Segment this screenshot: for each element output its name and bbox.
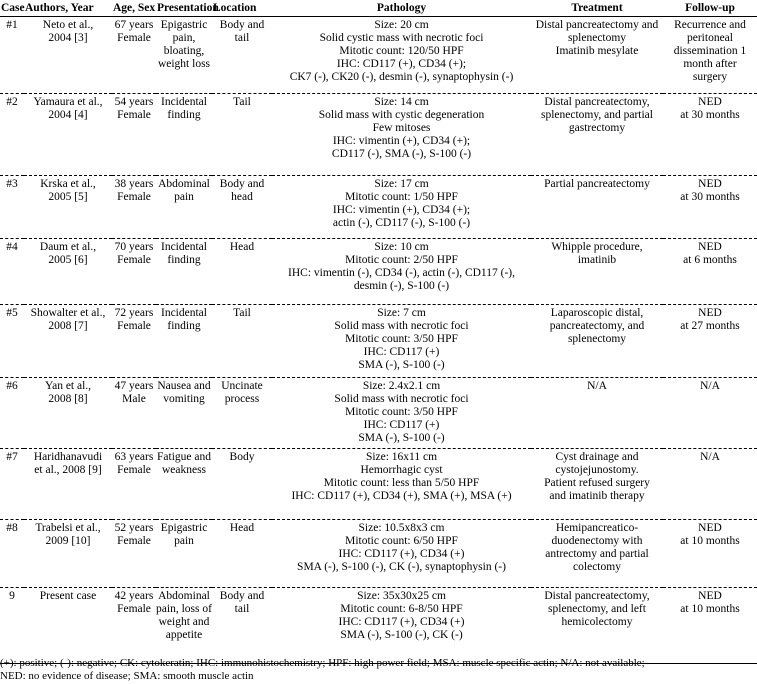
- cell-line: Solid mass with cystic degeneration: [318, 109, 485, 121]
- cell-followup: [663, 305, 757, 378]
- cell-line: IHC: CD117 (+), CD34 (+);: [336, 58, 467, 70]
- cell-line: Laparoscopic distal,: [550, 307, 644, 319]
- cell-case: #4: [6, 241, 18, 253]
- cell-authors: [24, 17, 112, 94]
- cell-pathology: [272, 449, 531, 520]
- cell-line: Mitotic count: 120/50 HPF: [339, 45, 464, 57]
- cell-line: appetite: [165, 629, 203, 641]
- cell-line: surgery: [692, 71, 728, 83]
- cell-treatment: [531, 94, 663, 176]
- cell-line: Solid cystic mass with necrotic foci: [319, 32, 484, 44]
- cell-treatment: [531, 176, 663, 239]
- table-row: [0, 520, 757, 588]
- cell-line: imatinib: [577, 254, 617, 266]
- footnote-line: NED: no evidence of disease; SMA: smooth muscle actin: [0, 670, 254, 682]
- cell-presentation: [156, 378, 212, 449]
- cell-line: 42 years: [114, 590, 154, 602]
- cell-location: [212, 588, 272, 664]
- cell-line: Patient refused surgery: [544, 477, 650, 489]
- cell-line: NED: [698, 178, 722, 190]
- cell-line: cystojejunostomy.: [555, 464, 639, 476]
- cell-line: Mitotic count: 2/50 HPF: [345, 254, 458, 266]
- cell-line: IHC: CD117 (+), CD34 (+): [338, 548, 465, 560]
- header-treatment: Treatment: [531, 0, 663, 17]
- cell-treatment: [531, 17, 663, 94]
- cell-line: Trabelsi et al.,: [35, 522, 101, 534]
- cell-pathology: [272, 94, 531, 176]
- cell-line: dissemination 1: [673, 45, 747, 57]
- cell-line: NED: [698, 307, 722, 319]
- cell-line: 2008 [7]: [48, 320, 88, 332]
- cell-line: Size: 7 cm: [377, 307, 426, 319]
- cell-line: NED: [698, 522, 722, 534]
- table-footnotes: [0, 657, 757, 683]
- cell-followup: [663, 449, 757, 520]
- cell-line: Tail: [233, 96, 251, 108]
- cell-pathology: [272, 239, 531, 305]
- cell-location: [212, 520, 272, 588]
- cell-presentation: [156, 588, 212, 664]
- cell-line: Incidental: [161, 307, 207, 319]
- cell-line: Present case: [39, 590, 97, 602]
- cell-treatment: [531, 588, 663, 664]
- cell-line: Female: [117, 191, 151, 203]
- cell-pathology: [272, 378, 531, 449]
- cell-line: peritoneal: [687, 32, 733, 44]
- cell-line: Daum et al.,: [39, 241, 97, 253]
- cell-line: Solid mass with necrotic foci: [334, 320, 469, 332]
- cell-line: Solid mass with necrotic foci: [334, 393, 469, 405]
- cell-line: vomiting: [163, 393, 205, 405]
- cell-line: tail: [234, 603, 250, 615]
- cell-line: Size: 17 cm: [374, 178, 429, 190]
- cell-line: splenectomy, and partial: [541, 109, 653, 121]
- cell-line: finding: [167, 109, 201, 121]
- cell-line: 2004 [3]: [48, 32, 88, 44]
- cell-line: NED: [698, 241, 722, 253]
- cell-line: Distal pancreatectomy,: [544, 96, 650, 108]
- cell-line: gastrectomy: [568, 122, 626, 134]
- cell-line: Mitotic count: 3/50 HPF: [345, 406, 458, 418]
- cell-line: Epigastric: [160, 522, 208, 534]
- cell-line: Size: 10.5x8x3 cm: [358, 522, 445, 534]
- cell-line: Body and: [219, 19, 265, 31]
- cell-line: CK7 (-), CK20 (-), desmin (-), synaptophysin (-): [289, 71, 514, 83]
- cell-age-sex: [112, 94, 156, 176]
- cell-line: splenectomy: [567, 32, 627, 44]
- cell-line: at 10 months: [680, 535, 740, 547]
- cell-line: IHC: CD117 (+): [363, 346, 440, 358]
- cell-line: Neto et al.,: [42, 19, 94, 31]
- cell-presentation: [156, 520, 212, 588]
- cell-followup: [663, 94, 757, 176]
- cell-line: antrectomy and partial: [545, 548, 649, 560]
- cell-line: Size: 14 cm: [374, 96, 429, 108]
- cell-line: Size: 10 cm: [374, 241, 429, 253]
- cell-line: Distal pancreatectomy and: [535, 19, 659, 31]
- cell-authors: [24, 520, 112, 588]
- cell-line: Incidental: [161, 241, 207, 253]
- cell-line: N/A: [700, 380, 720, 392]
- cell-age-sex: [112, 176, 156, 239]
- cell-presentation: [156, 94, 212, 176]
- cell-authors: [24, 378, 112, 449]
- table-row: [0, 176, 757, 239]
- cell-case: #2: [6, 96, 18, 108]
- cell-treatment: [531, 378, 663, 449]
- cell-line: Size: 20 cm: [374, 19, 429, 31]
- cell-presentation: [156, 449, 212, 520]
- cell-authors: [24, 94, 112, 176]
- cell-line: N/A: [587, 380, 607, 392]
- cell-location: [212, 176, 272, 239]
- cell-line: and imatinib therapy: [549, 490, 645, 502]
- cell-line: at 27 months: [680, 320, 740, 332]
- cell-case: #8: [6, 522, 18, 534]
- cell-line: Head: [229, 522, 255, 534]
- cell-case: 9: [9, 590, 15, 602]
- cell-presentation: [156, 17, 212, 94]
- cell-line: Body and: [219, 178, 265, 190]
- cell-line: 2008 [8]: [48, 393, 88, 405]
- cell-location: [212, 17, 272, 94]
- table-row: [0, 94, 757, 176]
- cell-case: #7: [6, 451, 18, 463]
- cell-line: Partial pancreatectomy: [544, 178, 650, 190]
- cell-case: #1: [6, 19, 18, 31]
- cell-line: SMA (-), S-100 (-): [358, 359, 445, 371]
- cell-line: Whipple procedure,: [551, 241, 643, 253]
- cell-location: [212, 239, 272, 305]
- cell-line: IHC: vimentin (+), CD34 (+);: [332, 204, 471, 216]
- cell-line: pain,: [172, 32, 196, 44]
- cell-line: Incidental: [161, 96, 207, 108]
- cell-line: Distal pancreatectomy,: [544, 590, 650, 602]
- cell-line: hemicolectomy: [561, 616, 633, 628]
- cell-pathology: [272, 520, 531, 588]
- cell-line: Hemipancreatico-: [555, 522, 639, 534]
- cell-pathology: [272, 588, 531, 664]
- cell-line: finding: [167, 254, 201, 266]
- cell-line: weakness: [161, 464, 207, 476]
- cell-line: Body: [229, 451, 255, 463]
- header-authors: Authors, Year: [24, 0, 112, 17]
- cell-line: Recurrence and: [674, 19, 746, 31]
- table-row: [0, 449, 757, 520]
- cell-authors: [24, 449, 112, 520]
- cell-line: weight and: [158, 616, 210, 628]
- cell-line: weight loss: [157, 58, 211, 70]
- header-row: [0, 0, 757, 17]
- cell-line: SMA (-), S-100 (-): [358, 432, 445, 444]
- cell-authors: [24, 176, 112, 239]
- cell-line: Hemorrhagic cyst: [360, 464, 443, 476]
- cell-line: Female: [117, 254, 151, 266]
- footnote-line: (+): positive; (-): negative; CK: cytokeratin; IHC: immunohistochemistry; HPF: high power field; MSA: muscle specific actin; N/A: not available;: [0, 657, 645, 669]
- cell-line: Mitotic count: 6-8/50 HPF: [340, 603, 463, 615]
- cell-line: Imatinib mesylate: [555, 45, 639, 57]
- cell-line: IHC: CD117 (+), CD34 (+), SMA (+), MSA (+): [291, 490, 512, 502]
- cell-age-sex: [112, 378, 156, 449]
- cell-line: head: [231, 191, 253, 203]
- cell-line: Female: [117, 535, 151, 547]
- cell-pathology: [272, 176, 531, 239]
- cell-line: pain, loss of: [156, 603, 212, 615]
- table-row: [0, 378, 757, 449]
- cell-age-sex: [112, 239, 156, 305]
- table-row: [0, 305, 757, 378]
- cell-line: Abdominal: [158, 590, 210, 602]
- cell-presentation: [156, 176, 212, 239]
- cell-line: splenectomy, and left: [548, 603, 646, 615]
- cell-line: actin (-), CD117 (-), S-100 (-): [332, 217, 471, 229]
- cell-line: 2005 [6]: [48, 254, 88, 266]
- cell-line: Size: 16x11 cm: [365, 451, 438, 463]
- cell-line: Cyst drainage and: [555, 451, 639, 463]
- cell-case: #6: [6, 380, 18, 392]
- cell-line: at 30 months: [680, 109, 740, 121]
- cell-line: at 30 months: [680, 191, 740, 203]
- cell-treatment: [531, 239, 663, 305]
- cell-line: colectomy: [573, 561, 621, 573]
- cell-followup: [663, 378, 757, 449]
- cell-age-sex: [112, 588, 156, 664]
- cell-line: 52 years: [114, 522, 154, 534]
- table-row: [0, 17, 757, 94]
- cell-line: SMA (-), S-100 (-), CK (-): [340, 629, 463, 641]
- cell-pathology: [272, 17, 531, 94]
- cell-line: Female: [117, 464, 151, 476]
- cell-line: tail: [234, 32, 250, 44]
- cell-line: 70 years: [114, 241, 154, 253]
- cell-case: #5: [6, 307, 18, 319]
- cell-line: Male: [122, 393, 146, 405]
- cell-line: Krska et al.,: [40, 178, 96, 190]
- cell-line: Female: [117, 32, 151, 44]
- cell-line: Female: [117, 603, 151, 615]
- cell-line: desmin (-), S-100 (-): [353, 280, 450, 292]
- cell-line: Mitotic count: 6/50 HPF: [345, 535, 458, 547]
- cell-line: Haridhanavudi: [33, 451, 103, 463]
- cell-location: [212, 305, 272, 378]
- cell-line: 72 years: [114, 307, 154, 319]
- cell-pathology: [272, 305, 531, 378]
- cell-line: Size: 2.4x2.1 cm: [362, 380, 441, 392]
- cell-line: month after: [683, 58, 737, 70]
- cell-line: 47 years: [114, 380, 154, 392]
- cell-line: 63 years: [114, 451, 154, 463]
- cell-age-sex: [112, 449, 156, 520]
- table-row: [0, 239, 757, 305]
- cell-line: pancreatectomy, and: [549, 320, 645, 332]
- cell-followup: [663, 588, 757, 664]
- header-pathology: Pathology: [272, 0, 531, 17]
- cell-line: Head: [229, 241, 255, 253]
- cell-line: 2005 [5]: [48, 191, 88, 203]
- cell-line: Uncinate: [221, 380, 263, 392]
- cell-line: Epigastric: [160, 19, 208, 31]
- cell-location: [212, 449, 272, 520]
- cell-line: Mitotic count: less than 5/50 HPF: [323, 477, 480, 489]
- cell-line: N/A: [700, 451, 720, 463]
- cell-treatment: [531, 520, 663, 588]
- cell-line: Yan et al.,: [44, 380, 92, 392]
- cell-line: IHC: vimentin (+), CD34 (+);: [332, 135, 471, 147]
- cell-presentation: [156, 239, 212, 305]
- cell-age-sex: [112, 17, 156, 94]
- cell-line: splenectomy: [567, 333, 627, 345]
- cell-presentation: [156, 305, 212, 378]
- header-followup: Follow-up: [663, 0, 757, 17]
- cell-line: 67 years: [114, 19, 154, 31]
- cell-line: 54 years: [114, 96, 154, 108]
- cell-line: 2004 [4]: [48, 109, 88, 121]
- cell-line: bloating,: [163, 45, 205, 57]
- cell-line: Tail: [233, 307, 251, 319]
- header-age-sex: Age, Sex: [112, 0, 156, 17]
- cell-line: Female: [117, 320, 151, 332]
- cell-line: NED: [698, 96, 722, 108]
- cell-line: 38 years: [114, 178, 154, 190]
- cell-authors: [24, 239, 112, 305]
- cell-line: process: [224, 393, 260, 405]
- cell-treatment: [531, 305, 663, 378]
- cell-line: IHC: vimentin (-), CD34 (-), actin (-), CD117 (-),: [288, 267, 515, 279]
- cell-line: Abdominal: [158, 178, 210, 190]
- cell-followup: [663, 17, 757, 94]
- header-case: Case: [0, 0, 24, 17]
- cell-location: [212, 378, 272, 449]
- cell-treatment: [531, 449, 663, 520]
- cell-case: #3: [6, 178, 18, 190]
- header-location: Location: [212, 0, 272, 17]
- cell-followup: [663, 520, 757, 588]
- cell-line: IHC: CD117 (+), CD34 (+): [338, 616, 465, 628]
- cell-line: Size: 35x30x25 cm: [357, 590, 446, 602]
- table-row: [0, 588, 757, 664]
- cell-line: pain: [174, 535, 194, 547]
- cell-authors: [24, 588, 112, 664]
- cell-line: IHC: CD117 (+): [363, 419, 440, 431]
- cell-line: Mitotic count: 1/50 HPF: [345, 191, 458, 203]
- header-presentation: Presentation: [156, 0, 212, 17]
- cell-line: 2009 [10]: [45, 535, 91, 547]
- cell-location: [212, 94, 272, 176]
- cell-line: Yamaura et al.,: [33, 96, 103, 108]
- cell-line: NED: [698, 590, 722, 602]
- cell-line: finding: [167, 320, 201, 332]
- cell-line: Fatigue and: [157, 451, 211, 463]
- cell-line: Showalter et al.,: [30, 307, 106, 319]
- cell-line: Nausea and: [157, 380, 211, 392]
- cell-line: CD117 (-), SMA (-), S-100 (-): [331, 148, 472, 160]
- cell-line: SMA (-), S-100 (-), CK (-), synaptophysin (-): [297, 561, 506, 573]
- cell-line: Mitotic count: 3/50 HPF: [345, 333, 458, 345]
- cell-followup: [663, 239, 757, 305]
- cell-line: et al., 2008 [9]: [34, 464, 102, 476]
- cell-line: Few mitoses: [372, 122, 431, 134]
- cell-authors: [24, 305, 112, 378]
- cell-line: duodenectomy with: [551, 535, 643, 547]
- cell-line: pain: [174, 191, 194, 203]
- cell-followup: [663, 176, 757, 239]
- cell-line: Body and: [219, 590, 265, 602]
- cell-age-sex: [112, 305, 156, 378]
- cell-age-sex: [112, 520, 156, 588]
- cell-line: at 10 months: [680, 603, 740, 615]
- cell-line: at 6 months: [683, 254, 737, 266]
- cell-line: Female: [117, 109, 151, 121]
